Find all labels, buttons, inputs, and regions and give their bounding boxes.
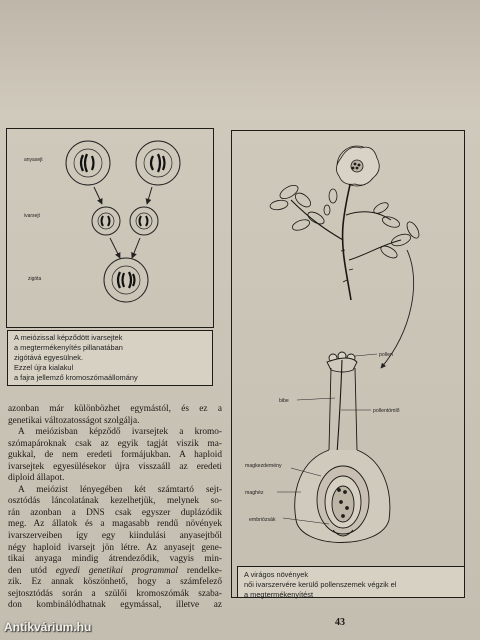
paragraph [8, 485, 222, 612]
zygote-cell [104, 258, 148, 302]
text-line: gukkal, de nem eredeti formájukban. A haploid [8, 450, 222, 461]
text-line: szómapároknak csak az egyik tagját viszik ma- [8, 438, 222, 449]
page-number: 43 [335, 617, 345, 628]
text-line: sejtosztódás során a szülői kromoszómák szaba- [8, 588, 222, 599]
label-magkezdemeny: magkezdemény [245, 463, 282, 469]
caption-line: zigótává egyesülnek. [14, 353, 84, 362]
text-line: ivarszerveiben így egy kiindulási anyasejtből [8, 531, 222, 542]
label-bibe: bibe [279, 398, 289, 404]
text-line: zik. Ez annak köszönhető, hogy a számfelező [8, 577, 222, 588]
flower-caption [237, 566, 465, 598]
text-line: don kombinálódhatnak egymással, illetve az [8, 600, 222, 611]
parent-cell-right [136, 141, 180, 185]
watermark: Antikvárium.hu [4, 620, 92, 634]
body-text-column [8, 404, 222, 612]
text-line: genetikai változatosságot szolgálja. [8, 415, 140, 426]
label-maghez: maghéz [245, 490, 264, 496]
text-line: A meiózisban képződő ivarsejtek a kromo- [18, 427, 222, 438]
page-shading [0, 0, 480, 110]
meiosis-caption [7, 330, 213, 386]
text-line: tikai anyaga mindig átrendeződik, vagyis min- [8, 554, 222, 565]
paragraph [8, 427, 222, 485]
text-line: meg. Az állatok és a magasabb rendű növények [8, 519, 222, 530]
label-embriozsak: embriózsák [249, 517, 276, 523]
emphasized-text: egyedi genetikai programmal [55, 565, 178, 576]
text-line: A meiózist lényegében két számtartó sejt- [18, 484, 222, 495]
pistil-illustration [295, 352, 390, 543]
text-line [8, 566, 222, 578]
caption-line: Ezzel újra kialakul [14, 363, 74, 372]
label-ivarsejt: ivarsejt [24, 213, 40, 219]
text-line: négy haploid ivarsejt jön létre. Az anyasejt gene- [8, 542, 222, 553]
text-line: rán azonban a DNS csak egyszer duplázódik [8, 507, 222, 518]
label-zigota: zigóta [28, 276, 42, 282]
gamete-cell-right [130, 207, 158, 235]
caption-line: A meiózissal képződött ivarsejtek [14, 333, 123, 342]
label-pollen: pollen [379, 352, 393, 358]
caption-line: a fajra jellemző kromoszómaállomány [14, 373, 138, 382]
caption-line: a megtermékenyítést [244, 590, 314, 599]
flower-diagram [231, 130, 465, 566]
caption-line: női ivarszervére kerülő pollenszemek végzik el [244, 580, 397, 589]
caption-line: a megtermékenyítés pillanatában [14, 343, 123, 352]
paragraph [8, 404, 222, 427]
text-line: ivarsejtek egyesülésekor újra visszaáll az eredeti [8, 461, 222, 472]
meiosis-diagram [6, 128, 214, 328]
text-line: azonban már különbözhet egymástól, és ez a [8, 404, 222, 414]
rose-plant-illustration [269, 146, 421, 300]
label-anyasejt: anyasejt [24, 157, 43, 163]
text-line: osztódás láncolatának kezelhetjük, melynek so- [8, 496, 222, 507]
text-line: diploid állapot. [8, 473, 65, 484]
caption-line: A virágos növények [244, 570, 309, 579]
gamete-cell-left [92, 207, 120, 235]
text-fragment: den utód [8, 565, 47, 576]
text-fragment: rendelke- [186, 565, 222, 576]
label-pollentomlo: pollentömlő [373, 408, 400, 414]
parent-cell-left [66, 141, 110, 185]
